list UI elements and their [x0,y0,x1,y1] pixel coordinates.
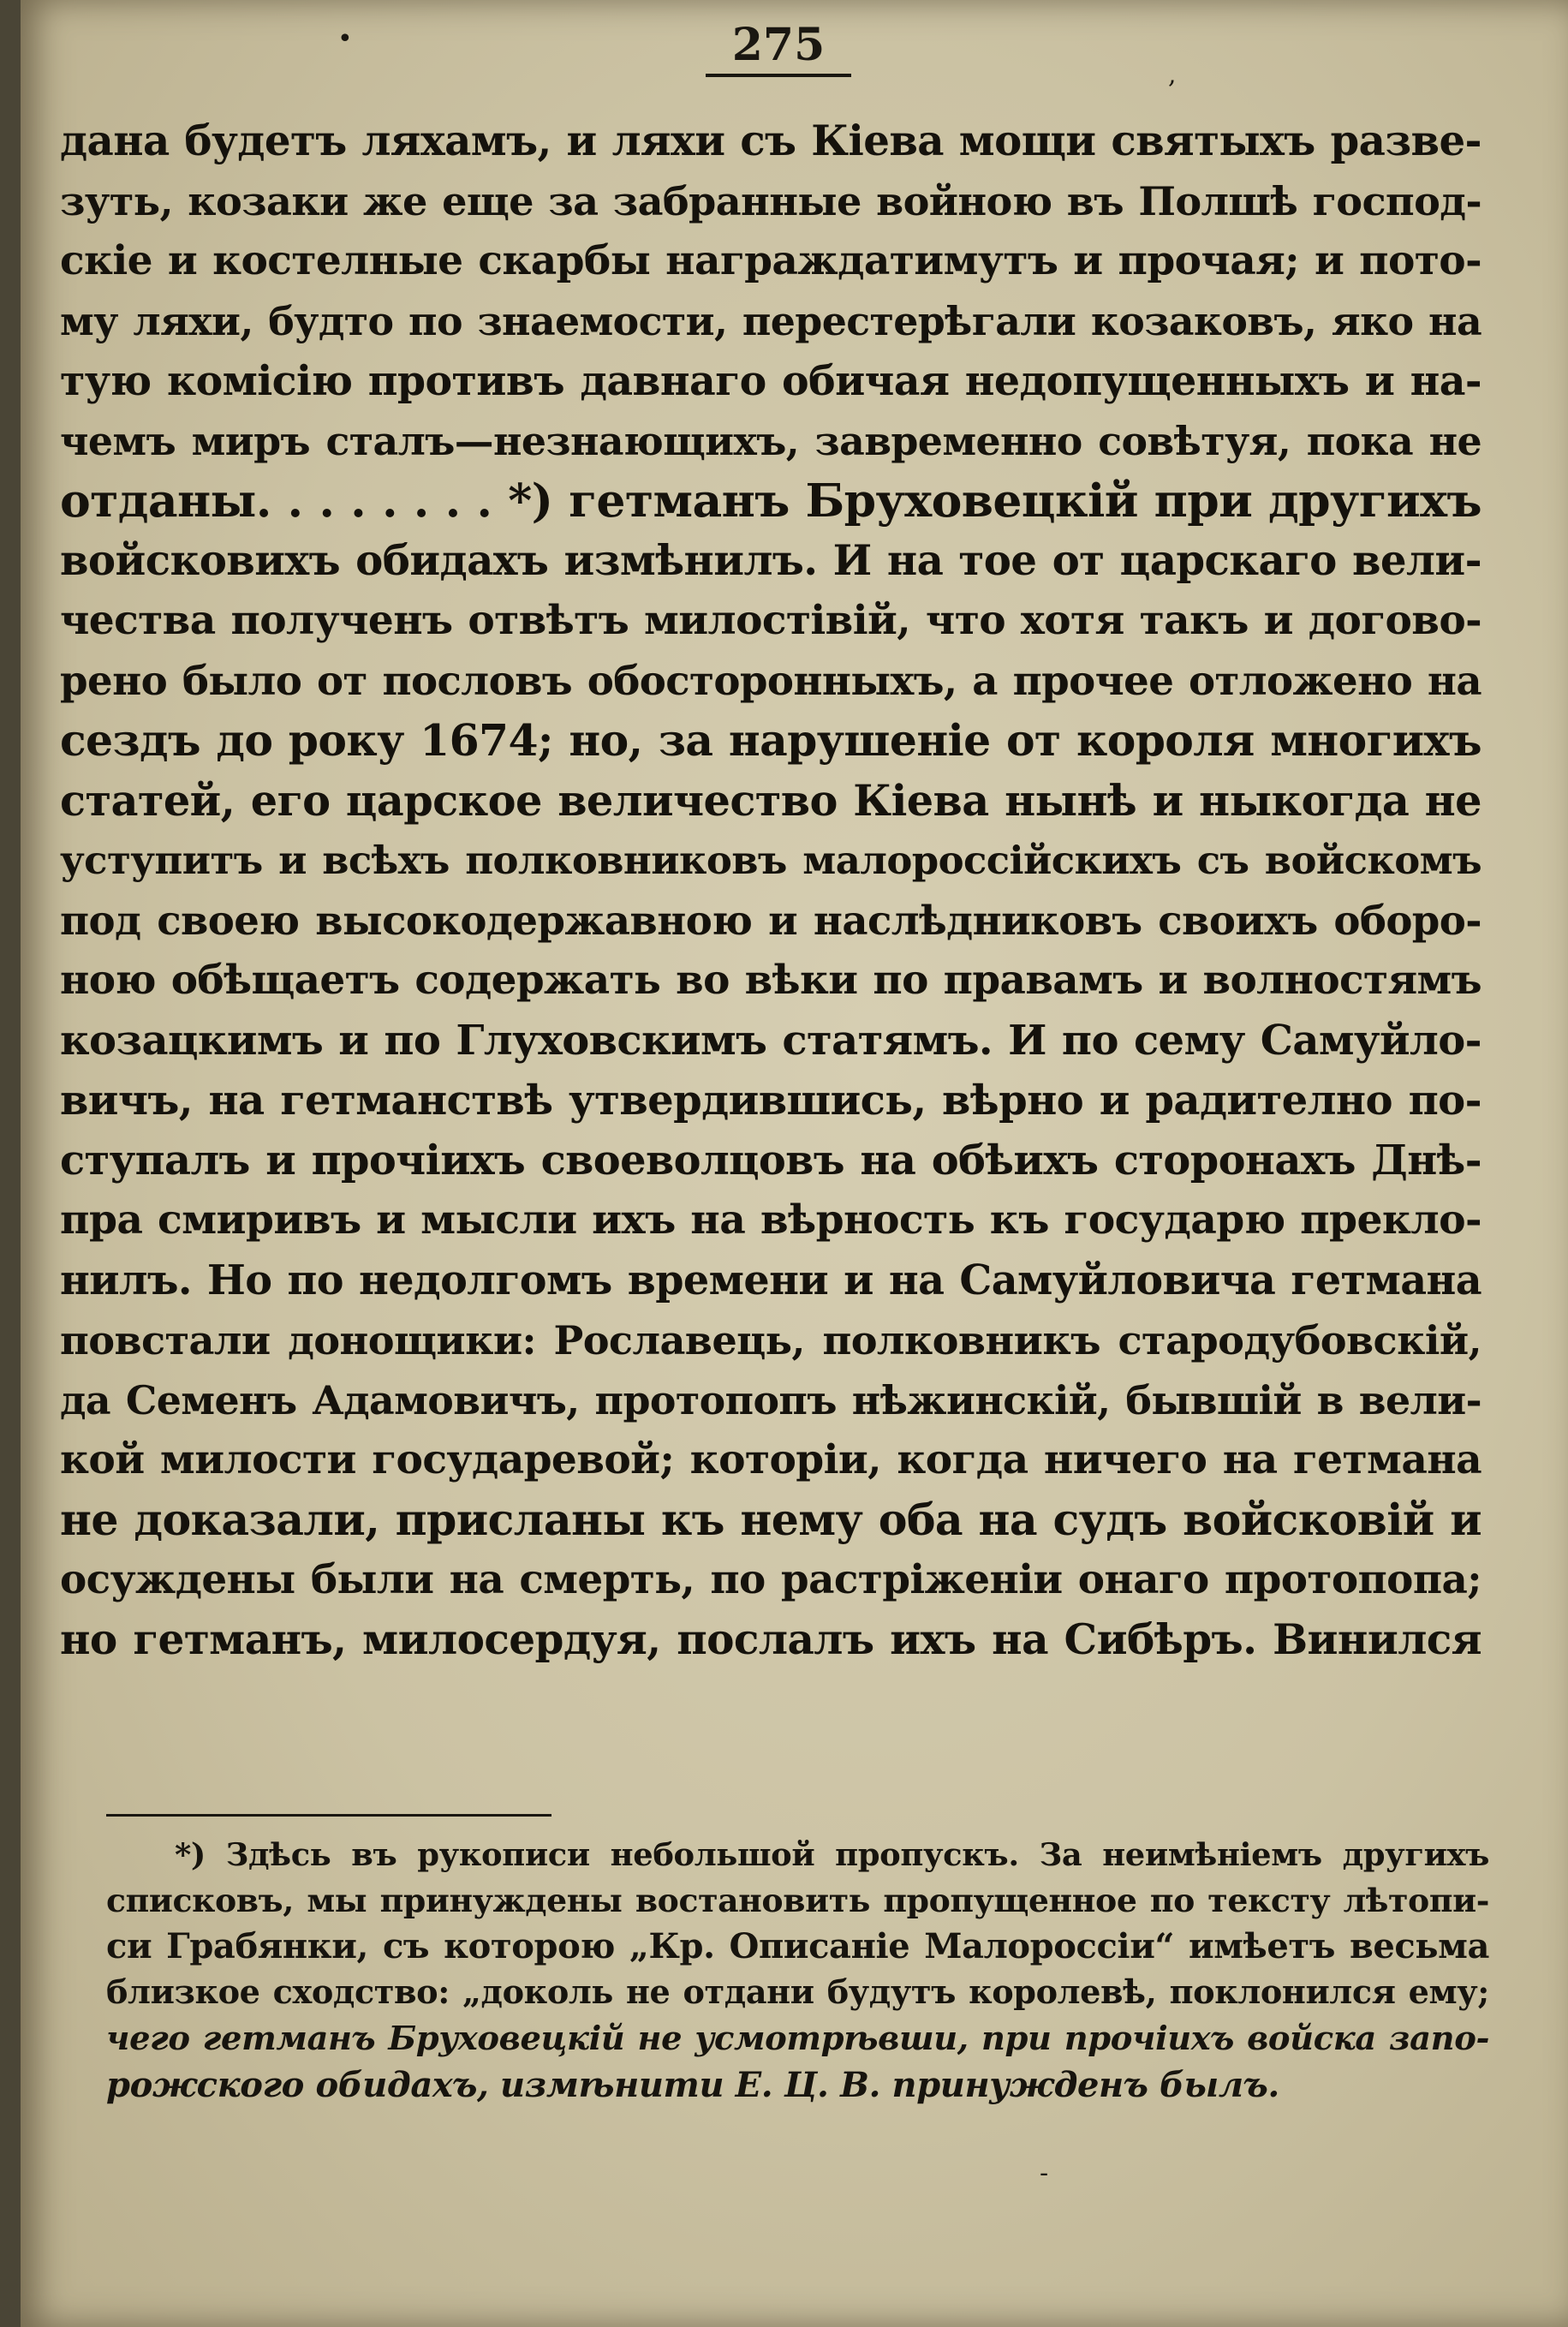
text-line: статей, его царское величество Кіева нынѣ и ныкогда не [60,776,1482,826]
text-line: пра смиривъ и мысли ихъ на вѣрность къ государю прекло- [60,1196,1482,1244]
footnote-line: чего гетманъ Бруховецкій не усмотрѣвши, при прочіихъ войска запо- [106,2020,1489,2058]
footnote [106,1831,1489,2109]
text-line: нилъ. Но по недолгомъ времени и на Самуйловича гетмана [60,1256,1482,1304]
text-line: уступитъ и всѣхъ полковниковъ малороссійскихъ съ войскомъ [60,838,1482,883]
footnote-line: близкое сходство: „доколь не отдани будутъ королевѣ, поклонился ему; [106,1973,1489,2012]
text-line: чества полученъ отвѣтъ милостівій, что хотя такъ и догово- [60,597,1482,644]
footnote-line: рожского обидахъ, измѣнити Е. Ц. В. принужденъ былъ. [106,2065,1279,2105]
text-line: войсковихъ обидахъ измѣнилъ. И на тое от царскаго вели- [60,537,1482,585]
text-line: отданы. . . . . . . . *) гетманъ Бруховецкій при другихъ [60,474,1482,528]
text-line: тую комісію противъ давнаго обичая недопущенныхъ и на- [60,357,1482,405]
text-line: осуждены были на смерть, по растріженіи онаго протопопа; [60,1556,1482,1603]
text-line: скіе и костелные скарбы награждатимутъ и прочая; и пото- [60,237,1482,284]
text-line: не доказали, присланы къ нему оба на судъ войсковій и [60,1495,1482,1545]
text-line: ступалъ и прочіихъ своеволцовъ на обѣихъ сторонахъ Днѣ- [60,1137,1482,1184]
text-line: да Семенъ Адамовичъ, протопопъ нѣжинскій, бывшій в вели- [60,1377,1482,1423]
page-number: 275 [706,19,851,77]
footnote-line: *) Здѣсь въ рукописи небольшой пропускъ. За неимѣніемъ другихъ [175,1835,1489,1873]
footnote-line: списковъ, мы принуждены востановить пропущенное по тексту лѣтопи- [106,1882,1489,1919]
footnote-line: си Грабянки, съ которою „Кр. Описаніе Малороссіи“ имѣетъ весьма [106,1926,1489,1966]
ink-speck: - [1040,2158,1049,2188]
ink-speck: , [1168,60,1177,90]
footnote-separator [106,1814,551,1817]
text-line: под своею высокодержавною и наслѣдниковъ своихъ оборо- [60,897,1482,944]
text-line: повстали донощики: Рославець, полковникъ стародубовскій, [60,1317,1482,1363]
text-line: кой милости государевой; которіи, когда ничего на гетмана [60,1436,1482,1483]
text-line: козацкимъ и по Глуховскимъ статямъ. И по сему Самуйло- [60,1017,1482,1065]
text-line: дана будетъ ляхамъ, и ляхи съ Кіева мощи святыхъ разве- [60,117,1482,165]
ink-speck: • [337,24,353,54]
text-line: зуть, козаки же еще за забранные войною въ Полшѣ господ- [60,178,1482,224]
text-line: ною обѣщаетъ содержать во вѣки по правамъ и волностямъ [60,957,1482,1004]
main-text [60,111,1482,1670]
text-line: му ляхи, будто по знаемости, перестерѣгали козаковъ, яко на [60,298,1482,344]
text-line: но гетманъ, милосердуя, послалъ ихъ на Сибѣръ. Винился [60,1615,1482,1664]
text-line: чемъ миръ сталъ—незнающихъ, завременно совѣтуя, пока не [60,418,1482,464]
text-line: рено было от пословъ обосторонныхъ, а прочее отложено на [60,657,1482,704]
text-line: вичъ, на гетманствѣ утвердившись, вѣрно и радително по- [60,1077,1482,1125]
text-line: сездъ до року 1674; но, за нарушеніе от короля многихъ [60,715,1482,766]
book-page [21,0,1568,2327]
